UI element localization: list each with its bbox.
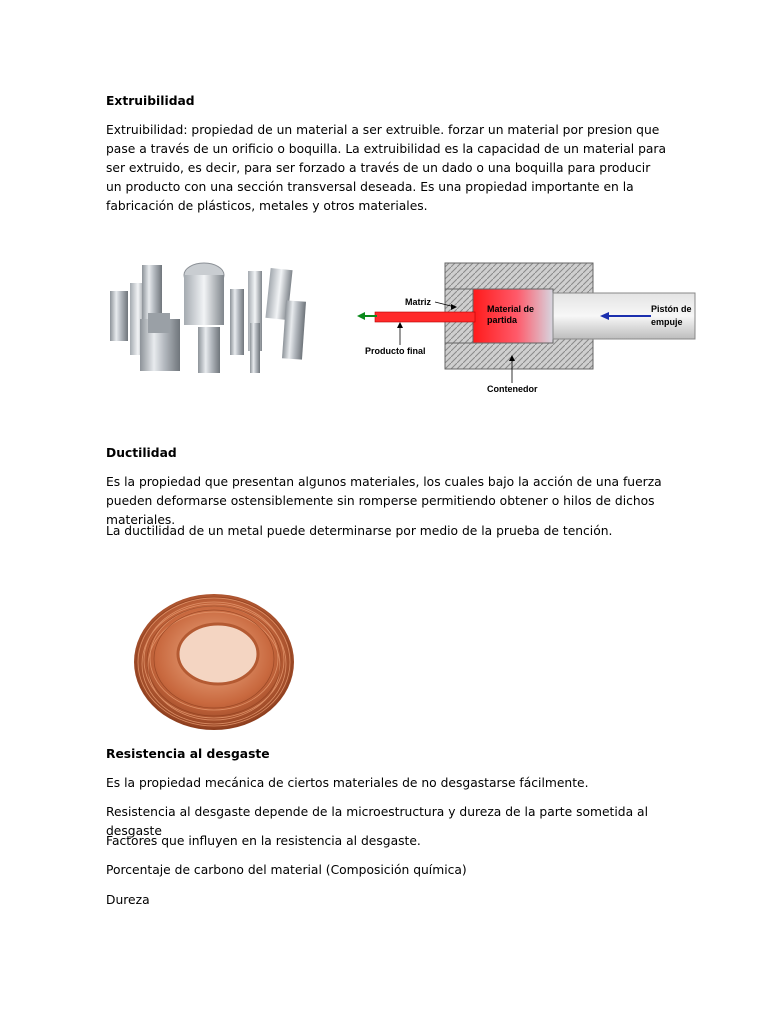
copper-wire-coil-image (122, 574, 312, 734)
heading-ductilidad: Ductilidad (106, 446, 177, 460)
label-matriz: Matriz (405, 297, 432, 307)
label-material-line1: Material de (487, 304, 535, 314)
extrusion-diagram (355, 255, 700, 400)
paragraph-resistencia-1: Es la propiedad mecánica de ciertos materiales de no desgastarse fácilmente. (106, 776, 589, 790)
paragraph-resistencia-5: Dureza (106, 893, 150, 907)
label-contenedor: Contenedor (487, 384, 538, 394)
paragraph-ductilidad-2: La ductilidad de un metal puede determinarse por medio de la prueba de tención. (106, 524, 613, 538)
paragraph-ductilidad-1: Es la propiedad que presentan algunos materiales, los cuales bajo la acción de una fuerza pueden deformarse ostensiblemente sin romperse permitiendo obtener o hilos de dichos materiales. (106, 475, 662, 527)
label-producto-final: Producto final (365, 346, 426, 356)
label-piston-line1: Pistón de (651, 304, 692, 314)
paragraph-resistencia-2: Resistencia al desgaste depende de la microestructura y dureza de la parte sometida al desgaste (106, 805, 648, 838)
label-material-line2: partida (487, 315, 518, 325)
paragraph-extruibilidad: Extruibilidad: propiedad de un material a ser extruible. forzar un material por presion que pase a través de un orificio o boquilla. La extruibilidad es la capacidad de un material para ser extruido, es decir, para ser forzado a través de un dado o una boquilla para producir un producto con una sección transversal deseada. Es una propiedad importante en la fabricación de plásticos, metales y otros materiales. (106, 123, 667, 213)
aluminum-profiles-image (106, 253, 312, 385)
label-piston-line2: empuje (651, 317, 683, 327)
heading-resistencia-desgaste: Resistencia al desgaste (106, 747, 270, 761)
heading-extruibilidad: Extruibilidad (106, 94, 195, 108)
paragraph-resistencia-3: Factores que influyen en la resistencia al desgaste. (106, 834, 421, 848)
paragraph-resistencia-4: Porcentaje de carbono del material (Composición química) (106, 863, 467, 877)
